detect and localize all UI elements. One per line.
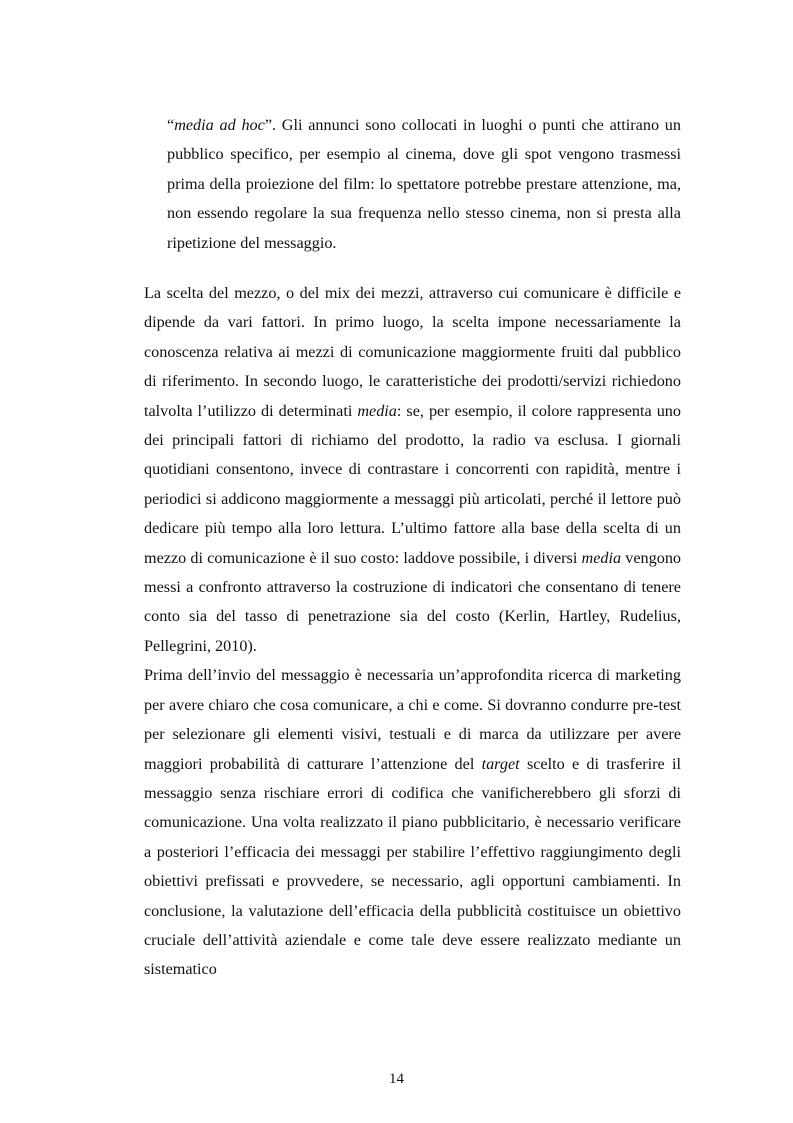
paragraph1-italic-media-2: media <box>581 548 622 567</box>
quote-open-mark: “ <box>167 116 175 134</box>
paragraph2-text-1: Prima dell’invio del messaggio è necessaria un’approfondita ricerca di marketing per avere chiaro che cosa comunicare, a chi e come. Si dovranno condurre pre-test per selezionare gli elementi visivi, testuali e di marca da utilizzare per avere maggiori probabilità di catturare l’attenzione del <box>144 666 681 773</box>
paragraph2-text-2: scelto e di trasferire il messaggio senza rischiare errori di codifica che vanificherebbero gli sforzi di comunicazione. Una volta realizzato il piano pubblicitario, è necessario verificare a posteriori l’efficacia dei messaggi per stabilire l’effettivo raggiungimento degli obiettivi prefissati e provvedere, se necessario, agli opportuni cambiamenti. In conclusione, la valutazione dell’efficacia della pubblicità costituisce un obiettivo cruciale dell’attività aziendale e come tale deve essere realizzato mediante un sistematico <box>144 754 681 979</box>
quote-body-text: Gli annunci sono collocati in luoghi o punti che attirano un pubblico specifico, per esempio al cinema, dove gli spot vengono trasmessi prima della proiezione del film: lo spettatore potrebbe prestare attenzione, ma, non essendo regolare la sua frequenza nello stesso cinema, non si presta alla ripetizione del messaggio. <box>167 116 681 252</box>
paragraph-media-choice <box>144 279 681 661</box>
paragraph-pretest <box>144 661 681 984</box>
quote-close-mark: ”. <box>264 116 277 134</box>
paragraph2-italic-target: target <box>481 754 520 773</box>
indented-quote-paragraph <box>167 111 681 258</box>
paragraph1-text-3: vengono messi a confronto attraverso la costruzione di indicatori che consentano di tenere conto sia del tasso di penetrazione sia del costo (Kerlin, Hartley, Rudelius, Pellegrini, 2010). <box>144 548 682 655</box>
page-number: 14 <box>389 1071 404 1087</box>
paragraph1-text-1: La scelta del mezzo, o del mix dei mezzi, attraverso cui comunicare è difficile e dipende da vari fattori. In primo luogo, la scelta impone necessariamente la conoscenza relativa ai mezzi di comunicazione maggiormente fruiti dal pubblico di riferimento. In secondo luogo, le caratteristiche dei prodotti/servizi richiedono talvolta l’utilizzo di determinati <box>144 284 681 420</box>
main-body-text <box>144 279 681 985</box>
paragraph1-italic-media-1: media <box>357 401 397 420</box>
quote-italic-term: media ad hoc <box>174 116 265 134</box>
paragraph1-text-2: : se, per esempio, il colore rappresenta uno dei principali fattori di richiamo del prodotto, la radio va esclusa. I giornali quotidiani consentono, invece di contrastare i concorrenti con rapidità, mentre i periodici si addicono maggiormente a messaggi più articolati, perché il lettore può dedicare più tempo alla loro lettura. L’ultimo fattore alla base della scelta di un mezzo di comunicazione è il suo costo: laddove possibile, i diversi <box>144 401 681 567</box>
